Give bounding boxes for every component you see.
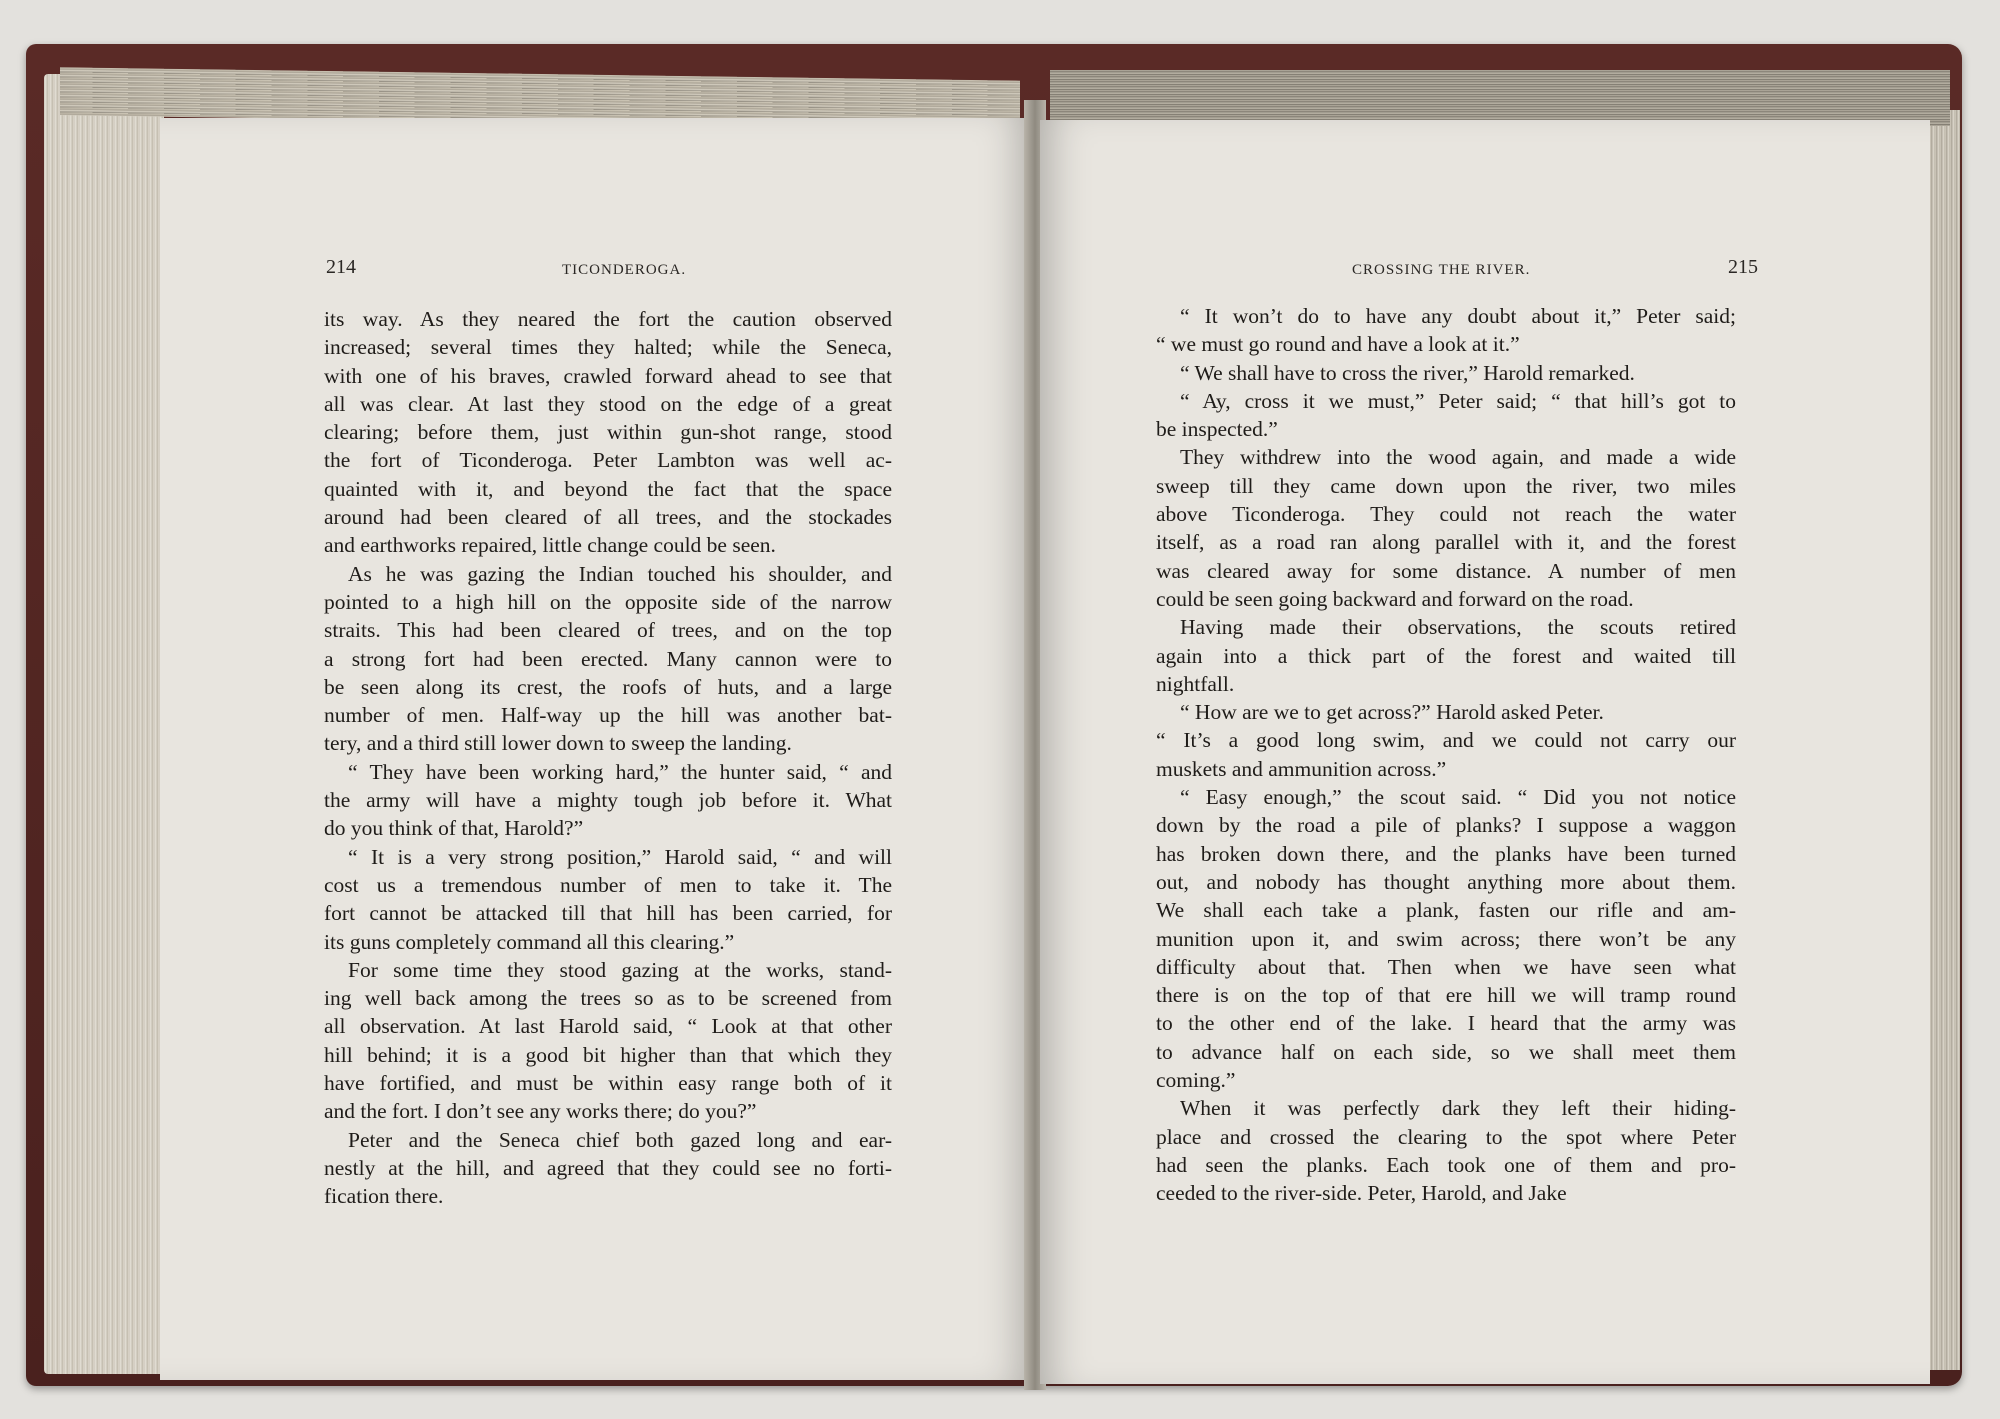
text-line: sweep till they came down upon the river, two miles bbox=[1156, 473, 1736, 498]
text-line: number of men. Half-way up the hill was another bat- bbox=[324, 703, 892, 728]
text-line: with one of his braves, crawled forward ahead to see that bbox=[324, 363, 892, 388]
text-line: cost us a tremendous number of men to take it. The bbox=[324, 872, 892, 897]
page-edges-left bbox=[44, 74, 164, 1374]
text-line: nestly at the hill, and agreed that they could see no forti- bbox=[324, 1155, 892, 1180]
text-line: straits. This had been cleared of trees, and on the top bbox=[324, 618, 892, 643]
text-line: has broken down there, and the planks have been turned bbox=[1156, 841, 1736, 866]
left-page-text bbox=[324, 305, 892, 1211]
text-line: “ How are we to get across?” Harold asked Peter. bbox=[1180, 700, 1604, 725]
text-line: As he was gazing the Indian touched his shoulder, and bbox=[348, 561, 892, 586]
text-line: “ Ay, cross it we must,” Peter said; “ that hill’s got to bbox=[1180, 388, 1736, 413]
text-line: place and crossed the clearing to the spot where Peter bbox=[1156, 1124, 1736, 1149]
text-line: ceeded to the river-side. Peter, Harold, and Jake bbox=[1156, 1181, 1567, 1206]
text-line: fication there. bbox=[324, 1184, 444, 1209]
text-line: around had been cleared of all trees, and the stockades bbox=[324, 505, 892, 530]
right-running-head: CROSSING THE RIVER. bbox=[1352, 262, 1531, 278]
text-line: could be seen going backward and forward on the road. bbox=[1156, 586, 1634, 611]
text-line: to advance half on each side, so we shall meet them bbox=[1156, 1039, 1736, 1064]
text-line: out, and nobody has thought anything more about them. bbox=[1156, 869, 1736, 894]
text-line: We shall each take a plank, fasten our rifle and am- bbox=[1156, 898, 1736, 923]
text-line: the fort of Ticonderoga. Peter Lambton was well ac- bbox=[324, 448, 892, 473]
text-line: “ They have been working hard,” the hunter said, “ and bbox=[348, 759, 892, 784]
text-line: fort cannot be attacked till that hill has been carried, for bbox=[324, 901, 892, 926]
text-line: coming.” bbox=[1156, 1068, 1236, 1093]
text-line: was cleared away for some distance. A number of men bbox=[1156, 558, 1736, 583]
right-page bbox=[1040, 120, 1930, 1384]
right-page-text bbox=[1156, 302, 1736, 1208]
text-line: difficulty about that. Then when we have seen what bbox=[1156, 954, 1736, 979]
left-page-number: 214 bbox=[326, 256, 356, 278]
text-line: nightfall. bbox=[1156, 671, 1235, 696]
text-line: all was clear. At last they stood on the edge of a great bbox=[324, 391, 892, 416]
left-page bbox=[160, 118, 1030, 1380]
left-running-head: TICONDEROGA. bbox=[562, 262, 687, 278]
text-line: the army will have a mighty tough job before it. What bbox=[324, 788, 892, 813]
text-line: ing well back among the trees so as to be screened from bbox=[324, 986, 892, 1011]
text-line: all observation. At last Harold said, “ Look at that other bbox=[324, 1014, 892, 1039]
text-line: be seen along its crest, the roofs of huts, and a large bbox=[324, 674, 892, 699]
text-line: munition upon it, and swim across; there won’t be any bbox=[1156, 926, 1736, 951]
text-line: tery, and a third still lower down to sweep the landing. bbox=[324, 731, 792, 756]
text-line: clearing; before them, just within gun-shot range, stood bbox=[324, 420, 892, 445]
text-line: increased; several times they halted; while the Seneca, bbox=[324, 335, 892, 360]
text-line: “ It is a very strong position,” Harold said, “ and will bbox=[348, 844, 892, 869]
text-line: had seen the planks. Each took one of them and pro- bbox=[1156, 1152, 1736, 1177]
text-line: pointed to a high hill on the opposite side of the narrow bbox=[324, 589, 892, 614]
text-line: “ It won’t do to have any doubt about it,” Peter said; bbox=[1180, 304, 1736, 328]
text-line: quainted with it, and beyond the fact that the space bbox=[324, 476, 892, 501]
page-edges-top-right bbox=[1050, 70, 1950, 126]
text-line: and the fort. I don’t see any works there; do you?” bbox=[324, 1099, 757, 1124]
text-line: hill behind; it is a good bit higher than that which they bbox=[324, 1042, 892, 1067]
text-line: When it was perfectly dark they left their hiding- bbox=[1180, 1096, 1736, 1121]
text-line: They withdrew into the wood again, and made a wide bbox=[1180, 445, 1736, 470]
text-line: muskets and ammunition across.” bbox=[1156, 756, 1447, 781]
text-line: “ we must go round and have a look at it.” bbox=[1156, 332, 1520, 357]
text-line: and earthworks repaired, little change could be seen. bbox=[324, 533, 776, 558]
text-line: itself, as a road ran along parallel with it, and the forest bbox=[1156, 530, 1736, 555]
text-line: do you think of that, Harold?” bbox=[324, 816, 584, 841]
text-line: “ It’s a good long swim, and we could not carry our bbox=[1156, 728, 1736, 753]
right-page-number: 215 bbox=[1728, 256, 1758, 278]
text-line: Having made their observations, the scouts retired bbox=[1180, 615, 1736, 640]
text-line: above Ticonderoga. They could not reach the water bbox=[1156, 502, 1736, 527]
text-line: “ Easy enough,” the scout said. “ Did you not notice bbox=[1180, 785, 1736, 810]
text-line: “ We shall have to cross the river,” Harold remarked. bbox=[1180, 360, 1635, 385]
text-line: a strong fort had been erected. Many cannon were to bbox=[324, 646, 892, 671]
text-line: down by the road a pile of planks? I suppose a waggon bbox=[1156, 813, 1736, 838]
text-line: its way. As they neared the fort the caution observed bbox=[324, 307, 892, 331]
text-line: there is on the top of that ere hill we will tramp round bbox=[1156, 983, 1736, 1008]
text-line: have fortified, and must be within easy range both of it bbox=[324, 1071, 892, 1096]
text-line: Peter and the Seneca chief both gazed long and ear- bbox=[348, 1127, 892, 1152]
text-line: be inspected.” bbox=[1156, 417, 1278, 442]
text-line: its guns completely command all this clearing.” bbox=[324, 929, 735, 954]
text-line: For some time they stood gazing at the works, stand- bbox=[348, 957, 892, 982]
text-line: to the other end of the lake. I heard that the army was bbox=[1156, 1011, 1736, 1036]
text-line: again into a thick part of the forest and waited till bbox=[1156, 643, 1736, 668]
